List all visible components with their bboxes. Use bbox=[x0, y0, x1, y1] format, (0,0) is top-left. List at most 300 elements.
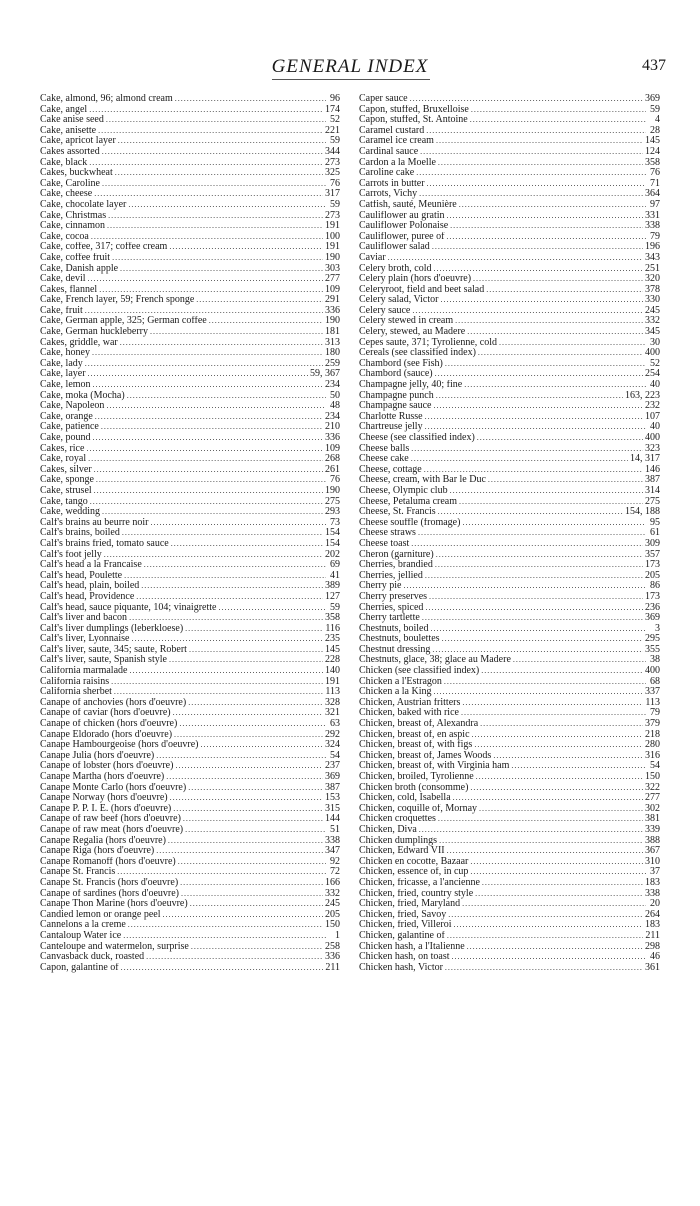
entry-term: Cake, tango bbox=[40, 496, 88, 507]
entry-page: 313 bbox=[325, 337, 340, 348]
index-entry bbox=[359, 401, 660, 412]
dot-leader bbox=[410, 94, 643, 105]
entry-term: Canape of raw beef (hors d'oeuvre) bbox=[40, 814, 181, 825]
entry-page: 291 bbox=[325, 295, 340, 306]
entry-page: 144 bbox=[325, 814, 340, 825]
entry-page: 381 bbox=[645, 814, 660, 825]
entry-term: Catfish, sauté, Meunière bbox=[359, 199, 457, 210]
dot-leader bbox=[477, 433, 643, 444]
entry-term: Canape of chicken (hors d'oeuvre) bbox=[40, 719, 178, 730]
entry-term: Celery broth, cold bbox=[359, 263, 432, 274]
index-entry bbox=[359, 613, 660, 624]
index-entry bbox=[359, 889, 660, 900]
index-entry bbox=[40, 444, 340, 455]
entry-term: Celery plain (hors d'oeuvre) bbox=[359, 274, 472, 285]
entry-page: 258 bbox=[325, 941, 340, 952]
dot-leader bbox=[447, 846, 643, 857]
entry-page: 339 bbox=[645, 824, 660, 835]
entry-term: Chicken, breast of, James Woods bbox=[359, 750, 492, 761]
index-entry bbox=[359, 655, 660, 666]
entry-term: Cheese toast bbox=[359, 538, 410, 549]
index-entry bbox=[40, 560, 340, 571]
index-entry bbox=[359, 539, 660, 550]
index-entry bbox=[359, 147, 660, 158]
dot-leader bbox=[473, 274, 643, 285]
entry-term: Cheese balls bbox=[359, 443, 410, 454]
dot-leader bbox=[442, 634, 643, 645]
index-entry bbox=[40, 708, 340, 719]
entry-page: 100 bbox=[325, 231, 340, 242]
dot-leader bbox=[101, 422, 323, 433]
index-entry bbox=[359, 391, 660, 402]
entry-page: 322 bbox=[645, 782, 660, 793]
entry-term: Canvasback duck, roasted bbox=[40, 952, 145, 963]
dot-leader bbox=[96, 475, 326, 486]
index-entry bbox=[40, 751, 340, 762]
index-entry bbox=[359, 497, 660, 508]
index-entry bbox=[40, 836, 340, 847]
entry-page: 59 bbox=[330, 136, 340, 147]
index-entry bbox=[359, 751, 660, 762]
index-entry bbox=[359, 221, 660, 232]
entry-term: Chicken, essence of, in cup bbox=[359, 867, 469, 878]
entry-page: 251 bbox=[645, 263, 660, 274]
index-entry bbox=[359, 550, 660, 561]
index-entry bbox=[40, 221, 340, 232]
dot-leader bbox=[455, 316, 643, 327]
dot-leader bbox=[418, 528, 646, 539]
index-entry bbox=[359, 168, 660, 179]
index-entry bbox=[359, 94, 660, 105]
dot-leader bbox=[448, 910, 643, 921]
dot-leader bbox=[144, 560, 326, 571]
dot-leader bbox=[439, 836, 643, 847]
entry-page: 72 bbox=[330, 867, 340, 878]
page-title: GENERAL INDEX bbox=[271, 56, 429, 77]
dot-leader bbox=[444, 677, 646, 688]
index-entry bbox=[359, 963, 660, 974]
dot-leader bbox=[136, 592, 323, 603]
entry-term: Cake, coffee fruit bbox=[40, 252, 111, 263]
index-entry bbox=[40, 465, 340, 476]
index-entry bbox=[359, 232, 660, 243]
entry-page: 298 bbox=[645, 941, 660, 952]
entry-term: Chestnut dressing bbox=[359, 644, 431, 655]
dot-leader bbox=[131, 634, 323, 645]
entry-page: 347 bbox=[325, 846, 340, 857]
index-entry bbox=[359, 804, 660, 815]
entry-term: Cereals (see classified index) bbox=[359, 348, 476, 359]
dot-leader bbox=[141, 581, 323, 592]
entry-term: Cakes assorted bbox=[40, 146, 100, 157]
entry-page: 236 bbox=[645, 602, 660, 613]
entry-term: Cake, fruit bbox=[40, 305, 83, 316]
dot-leader bbox=[120, 338, 323, 349]
dot-leader bbox=[86, 444, 323, 455]
dot-leader bbox=[452, 952, 646, 963]
dot-leader bbox=[479, 804, 643, 815]
index-entry bbox=[359, 846, 660, 857]
entry-page: 369 bbox=[325, 772, 340, 782]
dot-leader bbox=[108, 211, 323, 222]
entry-term: Calf's liver, saute, 345; saute, Robert bbox=[40, 644, 187, 655]
entry-page: 183 bbox=[645, 920, 660, 931]
dot-leader bbox=[435, 369, 643, 380]
index-entry bbox=[40, 730, 340, 741]
entry-page: 154, 188 bbox=[625, 507, 660, 518]
dot-leader bbox=[209, 316, 323, 327]
entry-term: Cheese cake bbox=[359, 454, 409, 465]
entry-term: Cherries, jellied bbox=[359, 570, 423, 581]
dot-leader bbox=[128, 200, 326, 211]
index-entry bbox=[40, 952, 340, 963]
entry-page: 234 bbox=[325, 380, 340, 391]
entry-term: Cake, cinnamon bbox=[40, 221, 105, 232]
entry-term: Cantaloup Water ice bbox=[40, 930, 122, 941]
entry-term: Calf's brains fried, tomato sauce bbox=[40, 538, 169, 549]
index-entry bbox=[359, 899, 660, 910]
dot-leader bbox=[94, 465, 323, 476]
index-entry bbox=[359, 422, 660, 433]
index-entry bbox=[40, 211, 340, 222]
index-entry bbox=[40, 200, 340, 211]
index-entry bbox=[40, 348, 340, 359]
entry-term: Canape of lobster (hors d'oeuvre) bbox=[40, 761, 174, 772]
entry-term: Calf's head, sauce piquante, 104; vinaigrette bbox=[40, 602, 217, 613]
entry-page: 237 bbox=[325, 761, 340, 772]
dot-leader bbox=[432, 242, 643, 253]
entry-term: Cake, lady bbox=[40, 358, 83, 369]
dot-leader bbox=[93, 433, 323, 444]
entry-term: Chicken, cold, Isabella bbox=[359, 793, 451, 804]
index-entry bbox=[359, 486, 660, 497]
dot-leader bbox=[478, 348, 643, 359]
dot-leader bbox=[419, 825, 643, 836]
dot-leader bbox=[462, 518, 646, 529]
index-entry bbox=[40, 899, 340, 910]
dot-leader bbox=[427, 179, 646, 190]
entry-term: Calf's liver, saute, Spanish style bbox=[40, 655, 167, 666]
index-entry bbox=[40, 550, 340, 561]
entry-page: 331 bbox=[645, 210, 660, 221]
index-entry bbox=[359, 380, 660, 391]
index-entry bbox=[40, 581, 340, 592]
entry-page: 163, 223 bbox=[625, 390, 660, 401]
index-entry bbox=[40, 603, 340, 614]
entry-term: Cannelons a la creme bbox=[40, 920, 126, 931]
entry-page: 277 bbox=[645, 793, 660, 804]
dot-leader bbox=[150, 518, 326, 529]
entry-page: 154 bbox=[325, 528, 340, 539]
index-entry bbox=[40, 539, 340, 550]
dot-leader bbox=[112, 253, 323, 264]
entry-term: Chicken, fried, Savoy bbox=[359, 909, 447, 920]
entry-term: Chicken, fried, country style bbox=[359, 888, 474, 899]
index-entry bbox=[359, 126, 660, 137]
entry-term: Chicken a l'Estragon bbox=[359, 676, 442, 687]
index-entry bbox=[359, 571, 660, 582]
dot-leader bbox=[419, 189, 643, 200]
dot-leader bbox=[433, 401, 643, 412]
entry-page: 68 bbox=[650, 676, 660, 687]
dot-leader bbox=[475, 889, 643, 900]
entry-page: 321 bbox=[325, 708, 340, 719]
index-entry bbox=[359, 200, 660, 211]
dot-leader bbox=[462, 899, 646, 910]
entry-page: 389 bbox=[325, 581, 340, 592]
entry-term: Caviar bbox=[359, 252, 386, 263]
entry-term: Chicken en cocotte, Bazaar bbox=[359, 856, 469, 867]
index-entry bbox=[359, 264, 660, 275]
entry-page: 41 bbox=[330, 570, 340, 581]
entry-term: Cake, chocolate layer bbox=[40, 199, 127, 210]
dot-leader bbox=[185, 825, 326, 836]
dot-leader bbox=[461, 708, 646, 719]
index-entry bbox=[359, 433, 660, 444]
entry-term: Chicken, coquille of, Mornay bbox=[359, 803, 478, 814]
dot-leader bbox=[388, 253, 643, 264]
dot-leader bbox=[189, 645, 323, 656]
dot-leader bbox=[190, 899, 323, 910]
entry-page: 378 bbox=[645, 284, 660, 295]
entry-page: 314 bbox=[645, 485, 660, 496]
right-column bbox=[359, 94, 660, 973]
dot-leader bbox=[85, 306, 323, 317]
entry-term: Cake, layer bbox=[40, 369, 86, 380]
entry-term: Chicken, baked with rice bbox=[359, 708, 459, 719]
entry-page: 336 bbox=[325, 433, 340, 443]
index-entry bbox=[40, 878, 340, 889]
index-entry bbox=[359, 730, 660, 741]
entry-page: 343 bbox=[645, 252, 660, 263]
dot-leader bbox=[181, 889, 323, 900]
dot-leader bbox=[467, 942, 643, 953]
dot-leader bbox=[179, 719, 326, 730]
index-entry bbox=[40, 94, 340, 105]
entry-page: 328 bbox=[325, 697, 340, 708]
entry-page: 205 bbox=[325, 909, 340, 920]
dot-leader bbox=[454, 920, 643, 931]
entry-page: 273 bbox=[325, 210, 340, 221]
entry-term: Canape P. P. I. E. (hors d'oeuvre) bbox=[40, 803, 172, 814]
entry-page: 146 bbox=[645, 464, 660, 475]
entry-page: 268 bbox=[325, 454, 340, 465]
entry-term: Charlotte Russe bbox=[359, 411, 423, 422]
dot-leader bbox=[470, 115, 646, 126]
entry-term: Cardinal sauce bbox=[359, 146, 419, 157]
entry-page: 173 bbox=[645, 560, 660, 571]
entry-page: 315 bbox=[325, 803, 340, 814]
entry-term: Calf's liver and bacon bbox=[40, 613, 128, 624]
dot-leader bbox=[411, 539, 643, 550]
dot-leader bbox=[89, 105, 323, 116]
dot-leader bbox=[88, 274, 323, 285]
index-entry bbox=[40, 889, 340, 900]
entry-page: 61 bbox=[650, 528, 660, 539]
entry-page: 145 bbox=[325, 644, 340, 655]
entry-term: Celeryroot, field and beet salad bbox=[359, 284, 485, 295]
entry-page: 190 bbox=[325, 485, 340, 496]
index-entry bbox=[359, 369, 660, 380]
index-entry bbox=[40, 920, 340, 931]
index-entry bbox=[40, 115, 340, 126]
entry-term: Cake, Christmas bbox=[40, 210, 107, 221]
entry-term: Cake, black bbox=[40, 157, 88, 168]
entry-page: 261 bbox=[325, 464, 340, 475]
dot-leader bbox=[123, 931, 326, 942]
entry-page: 59, 367 bbox=[310, 369, 340, 380]
dot-leader bbox=[416, 168, 646, 179]
entry-term: Capon, stuffed, Bruxelloise bbox=[359, 104, 469, 115]
entry-page: 303 bbox=[325, 263, 340, 274]
index-entry bbox=[40, 867, 340, 878]
entry-term: Cheese, cream, with Bar le Duc bbox=[359, 475, 486, 486]
entry-page: 369 bbox=[645, 94, 660, 104]
entry-term: Cake, German apple, 325; German coffee bbox=[40, 316, 207, 327]
entry-term: Calf's head, Providence bbox=[40, 591, 135, 602]
entry-page: 69 bbox=[330, 560, 340, 571]
entry-page: 59 bbox=[330, 199, 340, 210]
entry-page: 388 bbox=[645, 835, 660, 846]
entry-page: 190 bbox=[325, 316, 340, 327]
index-entry bbox=[40, 295, 340, 306]
entry-page: 191 bbox=[325, 221, 340, 232]
entry-term: Canape Julia (hors d'oeuvre) bbox=[40, 750, 155, 761]
index-entry bbox=[359, 783, 660, 794]
entry-term: Cake, patience bbox=[40, 422, 99, 433]
entry-page: 79 bbox=[650, 231, 660, 242]
entry-page: 4 bbox=[655, 115, 660, 126]
entry-page: 196 bbox=[645, 242, 660, 253]
index-entry bbox=[40, 793, 340, 804]
index-entry bbox=[359, 242, 660, 253]
entry-page: 79 bbox=[650, 708, 660, 719]
entry-page: 97 bbox=[650, 199, 660, 210]
index-entry bbox=[359, 285, 660, 296]
dot-leader bbox=[429, 592, 643, 603]
entry-term: Chicken, galantine of bbox=[359, 930, 445, 941]
dot-leader bbox=[438, 507, 623, 518]
dot-leader bbox=[85, 359, 323, 370]
entry-term: Cauliflower Polonaise bbox=[359, 221, 449, 232]
entry-page: 73 bbox=[330, 517, 340, 528]
dot-leader bbox=[107, 221, 323, 232]
dot-leader bbox=[94, 189, 323, 200]
entry-term: Cake, sponge bbox=[40, 475, 94, 486]
entry-term: Cake, pound bbox=[40, 433, 91, 443]
entry-page: 400 bbox=[645, 666, 660, 677]
entry-page: 245 bbox=[325, 899, 340, 910]
entry-term: Champagne punch bbox=[359, 390, 434, 401]
dot-leader bbox=[432, 645, 643, 656]
entry-page: 116 bbox=[325, 623, 340, 634]
dot-leader bbox=[91, 232, 323, 243]
index-entry bbox=[359, 465, 660, 476]
index-entry bbox=[40, 910, 340, 921]
entry-page: 180 bbox=[325, 348, 340, 359]
dot-leader bbox=[92, 348, 323, 359]
entry-page: 150 bbox=[645, 772, 660, 782]
entry-page: 275 bbox=[645, 496, 660, 507]
index-entry bbox=[359, 910, 660, 921]
entry-term: Canape of raw meat (hors d'oeuvre) bbox=[40, 824, 184, 835]
entry-term: Canape Romanoff (hors d'oeuvre) bbox=[40, 856, 176, 867]
dot-leader bbox=[412, 306, 643, 317]
index-entry bbox=[40, 401, 340, 412]
dot-leader bbox=[169, 655, 323, 666]
entry-page: 361 bbox=[645, 962, 660, 973]
entry-page: 400 bbox=[645, 348, 660, 359]
index-entry bbox=[40, 126, 340, 137]
entry-term: Chicken a la King bbox=[359, 687, 432, 698]
entry-term: Cake, cheese bbox=[40, 189, 93, 200]
entry-page: 367 bbox=[645, 846, 660, 857]
dot-leader bbox=[499, 338, 646, 349]
dot-leader bbox=[493, 751, 643, 762]
entry-term: Chambord (see Fish) bbox=[359, 358, 443, 369]
entry-page: 95 bbox=[650, 517, 660, 528]
dot-leader bbox=[118, 136, 326, 147]
entry-page: 337 bbox=[645, 687, 660, 698]
index-entry bbox=[40, 963, 340, 974]
dot-leader bbox=[146, 952, 323, 963]
dot-leader bbox=[513, 655, 646, 666]
index-entry bbox=[40, 814, 340, 825]
index-entry bbox=[40, 804, 340, 815]
entry-page: 324 bbox=[325, 740, 340, 751]
entry-term: Chicken croquettes bbox=[359, 814, 436, 825]
index-entry bbox=[40, 624, 340, 635]
index-entry bbox=[40, 507, 340, 518]
index-entry bbox=[40, 179, 340, 190]
dot-leader bbox=[120, 264, 323, 275]
dot-leader bbox=[462, 698, 643, 709]
dot-leader bbox=[171, 539, 323, 550]
index-entry bbox=[40, 518, 340, 529]
index-entry bbox=[359, 624, 660, 635]
dot-leader bbox=[102, 147, 323, 158]
index-entry bbox=[40, 677, 340, 688]
index-entry bbox=[359, 677, 660, 688]
index-entry bbox=[359, 825, 660, 836]
entry-term: Cherry preserves bbox=[359, 591, 428, 602]
entry-page: 48 bbox=[330, 401, 340, 412]
index-entry bbox=[40, 666, 340, 677]
entry-page: 37 bbox=[650, 867, 660, 878]
dot-leader bbox=[175, 94, 326, 105]
dot-leader bbox=[459, 200, 646, 211]
index-entry bbox=[40, 761, 340, 772]
entry-page: 358 bbox=[645, 157, 660, 168]
dot-leader bbox=[482, 878, 643, 889]
index-entry bbox=[359, 528, 660, 539]
entry-page: 109 bbox=[325, 443, 340, 454]
entry-term: Chicken, breast of, with Virginia ham bbox=[359, 761, 510, 772]
entry-term: Cheese (see classified index) bbox=[359, 433, 475, 443]
entry-term: Cheron (garniture) bbox=[359, 549, 434, 560]
entry-term: Chicken, breast of, with figs bbox=[359, 740, 473, 751]
dot-leader bbox=[438, 814, 643, 825]
index-entry bbox=[359, 645, 660, 656]
entry-page: 205 bbox=[645, 570, 660, 581]
entry-page: 113 bbox=[325, 687, 340, 698]
index-entry bbox=[359, 719, 660, 730]
dot-leader bbox=[471, 105, 646, 116]
entry-page: 183 bbox=[645, 877, 660, 888]
dot-leader bbox=[422, 613, 643, 624]
index-entry bbox=[359, 359, 660, 370]
entry-term: Champagne jelly, 40; fine bbox=[359, 380, 463, 391]
